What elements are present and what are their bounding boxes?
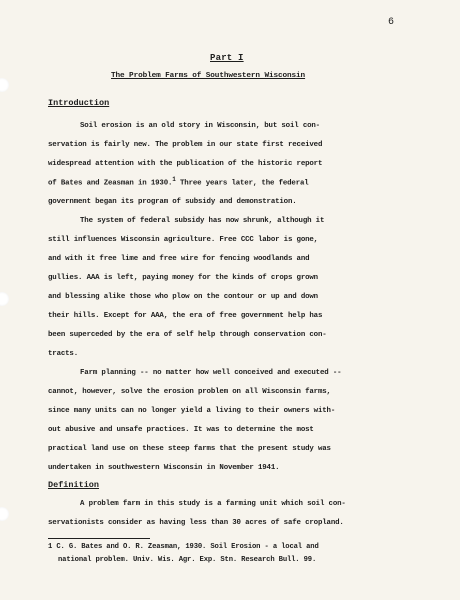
paragraph-line: cannot, however, solve the erosion problem on all Wisconsin farms, bbox=[48, 388, 331, 396]
paragraph-line: been superceded by the era of self help through conservation con- bbox=[48, 331, 327, 339]
paragraph-line: tracts. bbox=[48, 350, 78, 358]
section-heading-definition: Definition bbox=[48, 480, 100, 490]
punch-hole bbox=[0, 292, 9, 306]
paragraph-line: since many units can no longer yield a living to their owners with- bbox=[48, 407, 336, 415]
paragraph-line: gullies. AAA is left, paying money for the kinds of crops grown bbox=[48, 274, 318, 282]
paragraph-line-text: of Bates and Zeasman in 1930. bbox=[48, 179, 173, 188]
paragraph-line-text: Three years later, the federal bbox=[175, 179, 309, 188]
section-heading-introduction: Introduction bbox=[48, 98, 110, 108]
part-heading: Part I bbox=[210, 53, 244, 63]
paragraph-line: out abusive and unsafe practices. It was to determine the most bbox=[48, 426, 314, 434]
paragraph-line: and with it free lime and free wire for fencing woodlands and bbox=[48, 255, 310, 263]
paragraph-line: their hills. Except for AAA, the era of free government help has bbox=[48, 312, 323, 320]
paragraph-line: Soil erosion is an old story in Wisconsin, but soil con- bbox=[80, 122, 320, 130]
paragraph-line: widespread attention with the publication of the historic report bbox=[48, 160, 323, 168]
paragraph-line: A problem farm in this study is a farming unit which soil con- bbox=[80, 500, 346, 508]
footnote-rule bbox=[48, 538, 150, 539]
footnote-marker: 1 bbox=[172, 176, 176, 183]
paragraph-line: The system of federal subsidy has now shrunk, although it bbox=[80, 217, 325, 225]
footnote-line: national problem. Univ. Wis. Agr. Exp. Stn. Research Bull. 99. bbox=[58, 556, 317, 564]
paragraph-line: Farm planning -- no matter how well conceived and executed -- bbox=[80, 369, 342, 377]
footnote-line: 1 C. G. Bates and O. R. Zeasman, 1930. Soil Erosion - a local and bbox=[48, 543, 319, 551]
paragraph-line: servationists consider as having less than 30 acres of safe cropland. bbox=[48, 519, 344, 527]
paragraph-line: practical land use on these steep farms that the present study was bbox=[48, 445, 331, 453]
page-number: 6 bbox=[388, 17, 395, 28]
page-title: The Problem Farms of Southwestern Wisconsin bbox=[111, 72, 306, 80]
punch-hole bbox=[0, 78, 9, 92]
paragraph-line: servation is fairly new. The problem in our state first received bbox=[48, 141, 323, 149]
paragraph-line: undertaken in southwestern Wisconsin in November 1941. bbox=[48, 464, 280, 472]
paragraph-line: and blessing alike those who plow on the contour or up and down bbox=[48, 293, 318, 301]
paragraph-line: government began its program of subsidy and demonstration. bbox=[48, 198, 297, 206]
paragraph-line bbox=[48, 176, 309, 188]
punch-hole bbox=[0, 507, 9, 521]
paragraph-line: still influences Wisconsin agriculture. Free CCC labor is gone, bbox=[48, 236, 318, 244]
